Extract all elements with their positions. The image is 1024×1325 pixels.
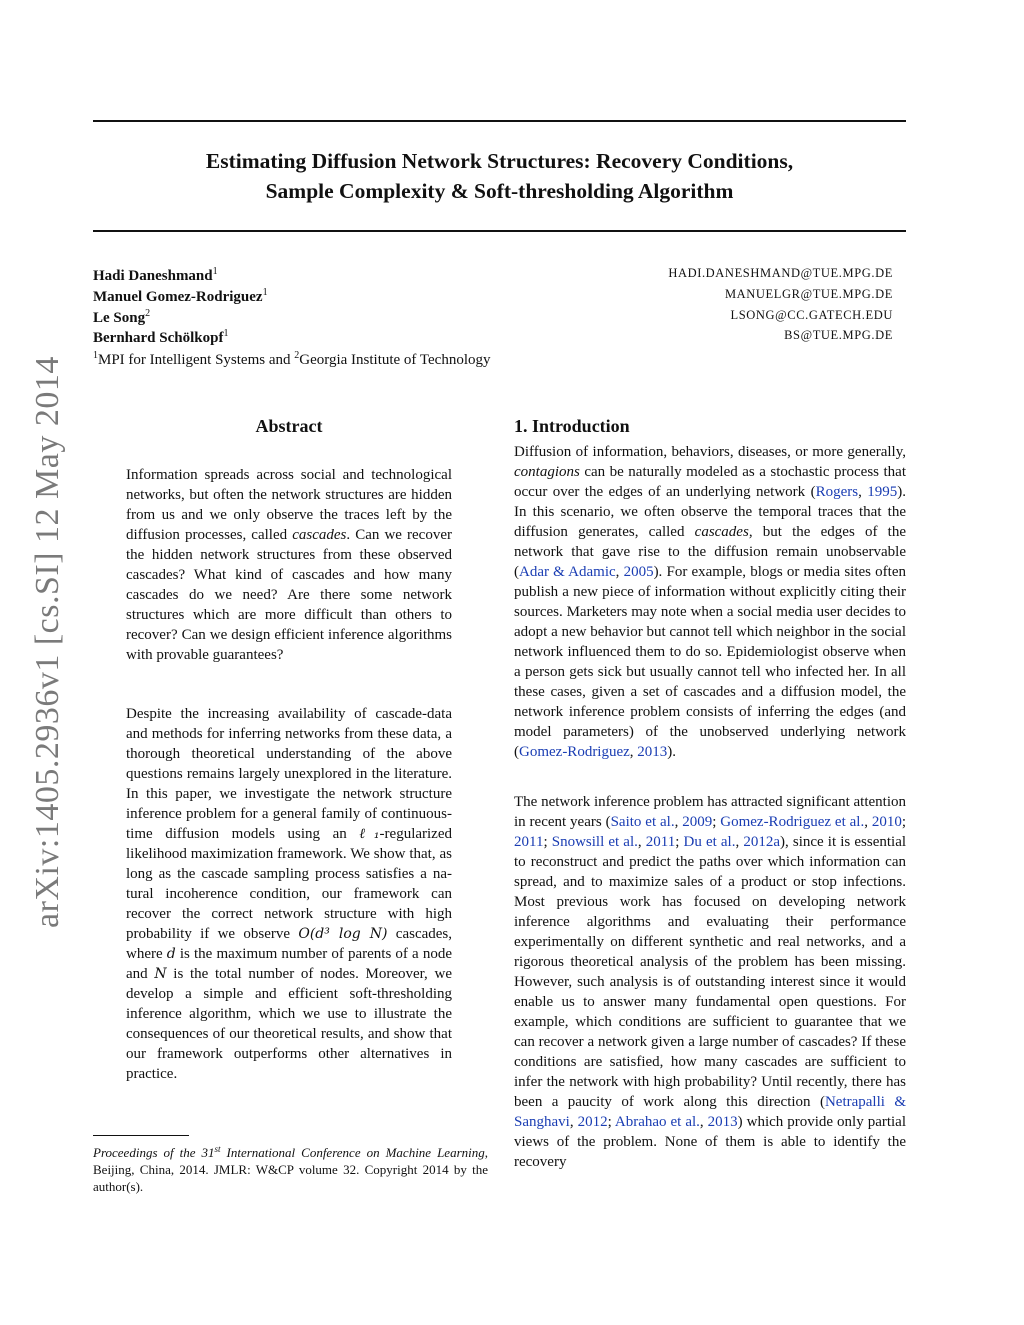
citation-link[interactable]: Gomez-Rodriguez et al. (720, 814, 865, 830)
citation-link[interactable]: Adar & Adamic (519, 564, 616, 580)
citation-link[interactable]: 2011 (645, 834, 676, 850)
introduction-paragraph-1: Diffusion of information, behaviors, diseases, or more generally, contagions can be naturally modeled as a stochastic process that occur over the edges of an underlying network (Rogers, 1995). In this scenario, we often observe the temporal traces that the diffusion generates, called cascades, but the edges of the network that gave rise to the diffusion remain unobservable (Adar & Adamic, 2005). For example, blogs or media sites often publish a new piece of information without explicitly citing their sources. Marketers may note when a social media user decides to adopt a new behavior but cannot tell which neighbor in the social network influenced them to do so. Epidemiologist observe when a person gets sick but usually cannot tell who infected her. In all these cases, given a set of cascades and a diffusion model, the network inference problem consists of inferring the edges (and model parameters) of the unobserved underlying network (Gomez-Rodriguez, 2013). (514, 444, 907, 760)
footnote-rule (93, 1135, 189, 1136)
citation-link[interactable]: Saito et al. (610, 814, 675, 830)
citation-link[interactable]: Rogers (815, 484, 859, 500)
introduction-heading: 1. Introduction (514, 416, 630, 436)
citation-link[interactable]: 2011 (514, 834, 544, 850)
citation-link[interactable]: 2005 (623, 564, 654, 580)
citation-link[interactable]: 2012 (577, 1114, 608, 1130)
footnote: Proceedings of the 31st International Conference on Machine Learning, Beijing, China, 2014. JMLR: W&CP volume 32. Copyright 2014 by the author(s). (93, 1144, 488, 1194)
affiliations: $^1$MPI for Intelligent Systems and $^2$Georgia Institute of Technology (93, 350, 491, 368)
abstract-paragraph-2: Despite the increasing availability of cascade-data and methods for inferring networks from these data, a thorough theoretical understanding of the above questions remains largely unexplored in the literature. In this paper, we investigate the network structure inference problem for a general family of continuous-time diffusion models using an ℓ₁-regularized likelihood maximization framework. We show that, as long as the cascade sampling process satisfies a natural incoherence condition, our framework can recover the correct network structure with high probability if we observe O(d³ log N) cascades, where d is the maximum number of parents of a node and N is the total number of nodes. Moreover, we develop a simple and efficient soft-thresholding inference algorithm, which we use to illustrate the consequences of our theoretical results, and show that our framework outperforms other alternatives in practice. (126, 706, 453, 1082)
citation-link[interactable]: 2010 (871, 814, 902, 830)
author-row (93, 266, 893, 286)
citation-link[interactable]: Snowsill et al. (551, 834, 638, 850)
arxiv-identifier-stamp: arXiv:1405.2936v1 [cs.SI] 12 May 2014 (29, 356, 66, 928)
citation-link[interactable]: Netrapalli & Sanghavi (514, 1094, 906, 1130)
author-email[interactable]: HADI.DANESHMAND@TUE.MPG.DE (668, 266, 893, 280)
author-name: Bernhard Schölkopf$^1$ (93, 328, 229, 346)
author-name: Manuel Gomez-Rodriguez$^1$ (93, 287, 268, 305)
citation-link[interactable]: 1995 (867, 484, 898, 500)
title-rule-bottom (93, 230, 906, 232)
paper-title-line-1: Estimating Diffusion Network Structures: Recovery Conditions, (205, 149, 794, 173)
title-rule-top (93, 120, 906, 122)
author-name: Hadi Daneshmand$^1$ (93, 266, 218, 284)
author-row (93, 328, 893, 348)
author-name: Le Song$^2$ (93, 308, 151, 326)
citation-link[interactable]: Du et al. (683, 834, 736, 850)
citation-link[interactable]: Abrahao et al. (614, 1114, 700, 1130)
citation-link[interactable]: Gomez-Rodriguez (519, 744, 630, 760)
author-email[interactable]: MANUELGR@TUE.MPG.DE (724, 287, 893, 301)
author-row (93, 308, 893, 328)
abstract-heading: Abstract (255, 416, 323, 436)
introduction-paragraph-2: The network inference problem has attracted significant attention in recent years (Saito et al., 2009; Gomez-Rodriguez et al., 2010; 2011; Snowsill et al., 2011; Du et al., 2012a), since it is essential to reconstruct and predict the paths over which information can spread, and to maximize sales of a product or stop infections. Most previous work has focused on developing network inference algorithms and evaluating their performance experimentally on different synthetic and real networks, and a rigorous theoretical analysis of the problem has been missing. However, such analysis is of outstanding interest since it would enable us to answer many fundamental open questions. For example, which conditions are sufficient to guarantee that we can recover a network given a large number of cascades? If these conditions are satisfied, how many cascades are sufficient to infer the network with high probability? Until recently, there has been a paucity of work along this direction (Netrapalli & Sanghavi, 2012; Abrahao et al., 2013) which provide only partial views of the problem. None of them is able to identify the recovery (514, 794, 907, 1170)
paper-title-line-2: Sample Complexity & Soft-thresholding Algorithm (265, 179, 734, 203)
author-email[interactable]: LSONG@CC.GATECH.EDU (730, 308, 893, 322)
citation-link[interactable]: 2013 (637, 744, 668, 760)
citation-link[interactable]: 2009 (682, 814, 713, 830)
author-row (93, 287, 893, 307)
author-email[interactable]: BS@TUE.MPG.DE (784, 328, 893, 342)
citation-link[interactable]: 2013 (707, 1114, 738, 1130)
citation-link[interactable]: 2012a (743, 834, 781, 850)
abstract-paragraph-1: Information spreads across social and technological networks, but often the network structures are hidden from us and we only observe the traces left by the diffusion processes, called cascades. Can we recover the hidden network structures from these observed cascades? What kind of cascades and how many cascades do we need? Are there some network structures which are more difficult than others to recover? Can we design efficient inference algorithms with provable guarantees? (126, 467, 452, 663)
